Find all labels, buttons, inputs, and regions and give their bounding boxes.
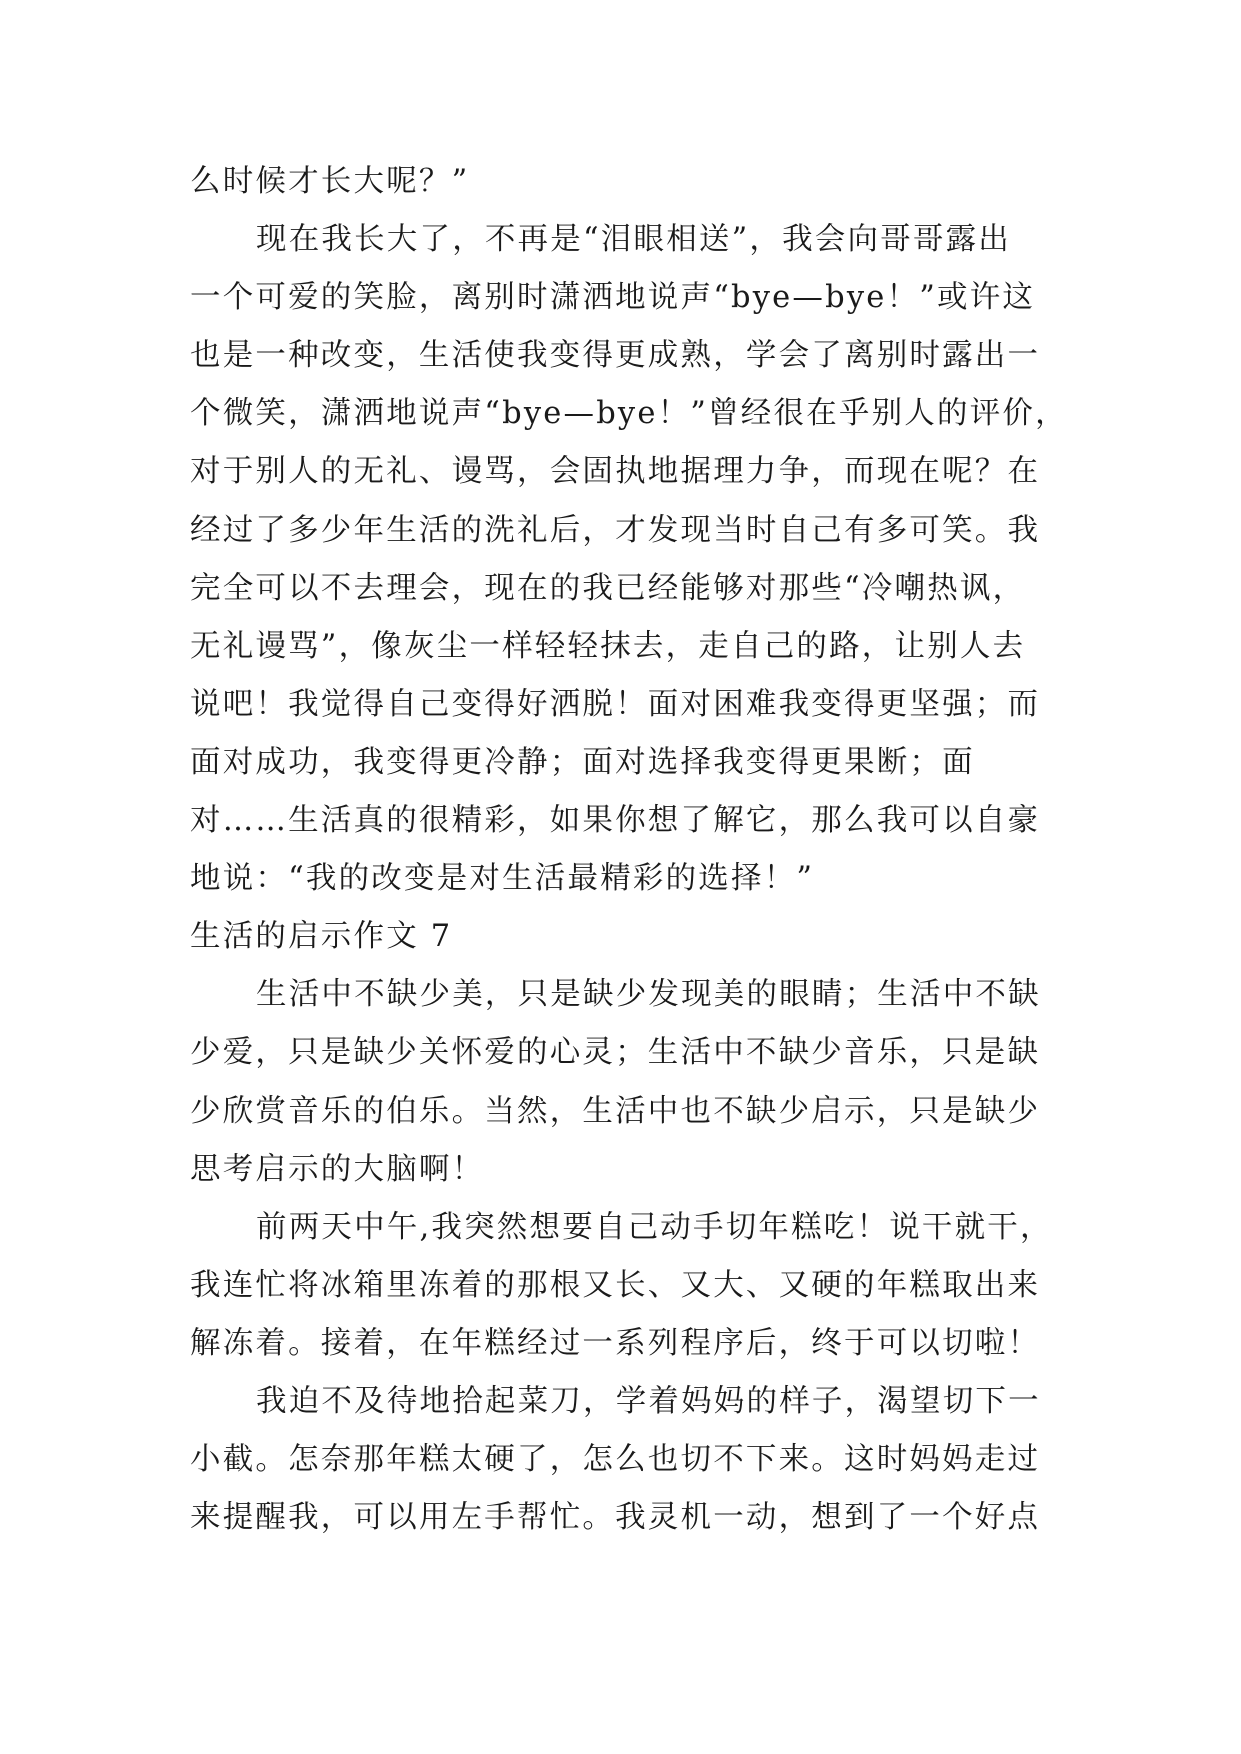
text-line: 对于别人的无礼、谩骂，会固执地据理力争，而现在呢？在 — [190, 454, 1041, 490]
section-heading: 生活的启示作文 7 — [190, 919, 453, 955]
text-line: 对……生活真的很精彩，如果你想了解它，那么我可以自豪 — [190, 803, 1041, 839]
text-line: 无礼谩骂”，像灰尘一样轻轻抹去，走自己的路，让别人去 — [190, 628, 1026, 664]
paragraph-first-line: 前两天中午,我突然想要自己动手切年糕吃！说干就干， — [256, 1209, 1053, 1245]
document-body — [190, 153, 1068, 1547]
text-line: 小截。怎奈那年糕太硬了，怎么也切不下来。这时妈妈走过 — [190, 1442, 1041, 1478]
paragraph-first-line: 我迫不及待地拾起菜刀，学着妈妈的样子，渴望切下一 — [256, 1383, 1041, 1419]
text-line: 经过了多少年生活的洗礼后，才发现当时自己有多可笑。我 — [190, 512, 1041, 548]
text-line: 说吧！我觉得自己变得好洒脱！面对困难我变得更坚强；而 — [190, 686, 1041, 722]
text-line: 少欣赏音乐的伯乐。当然，生活中也不缺少启示，只是缺少 — [190, 1093, 1041, 1129]
text-line: 思考启示的大脑啊！ — [190, 1151, 485, 1187]
text-line: 我连忙将冰箱里冻着的那根又长、又大、又硬的年糕取出来 — [190, 1267, 1041, 1303]
text-line: 解冻着。接着，在年糕经过一系列程序后，终于可以切啦！ — [190, 1325, 1041, 1361]
text-line: 也是一种改变，生活使我变得更成熟，学会了离别时露出一 — [190, 338, 1041, 374]
paragraph-first-line: 生活中不缺少美，只是缺少发现美的眼睛；生活中不缺 — [256, 977, 1041, 1013]
text-line: 完全可以不去理会，现在的我已经能够对那些“冷嘲热讽， — [190, 570, 1026, 606]
text-line: 么时候才长大呢？” — [190, 164, 470, 199]
paragraph-first-line: 现在我长大了，不再是“泪眼相送”，我会向哥哥露出 — [256, 222, 1011, 258]
text-line: 少爱，只是缺少关怀爱的心灵；生活中不缺少音乐，只是缺 — [190, 1035, 1041, 1071]
text-line: 个微笑，潇洒地说声“bye—bye！”曾经很在乎别人的评价， — [190, 396, 1068, 432]
text-line: 面对成功，我变得更冷静；面对选择我变得更果断；面 — [190, 744, 975, 780]
text-line: 地说：“我的改变是对生活最精彩的选择！” — [190, 861, 815, 897]
text-line: 一个可爱的笑脸，离别时潇洒地说声“bye—bye！”或许这 — [190, 280, 1036, 316]
text-line: 来提醒我，可以用左手帮忙。我灵机一动，想到了一个好点 — [190, 1500, 1041, 1536]
